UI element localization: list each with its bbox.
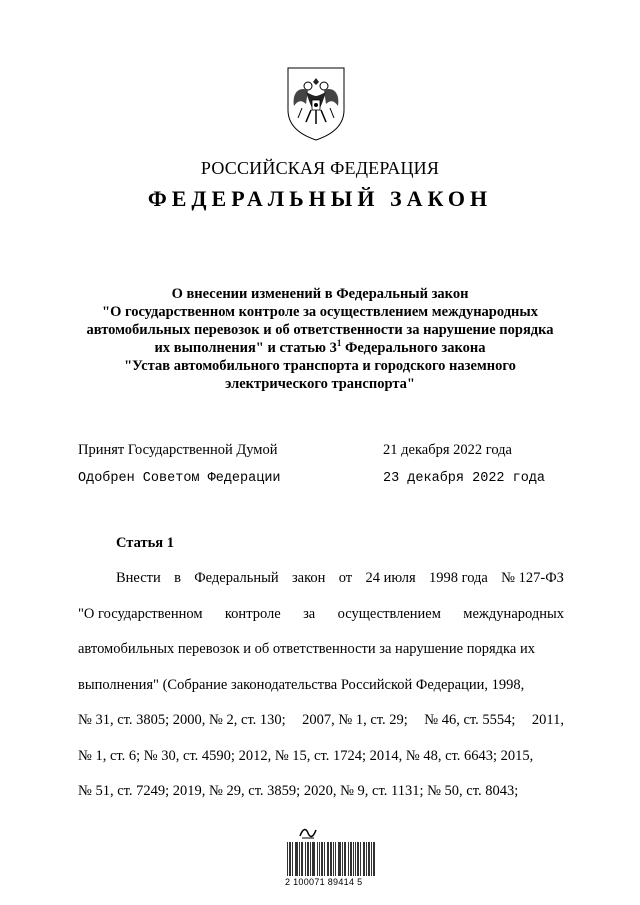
barcode-bar <box>301 842 302 876</box>
article-text: "О государственном <box>78 605 203 622</box>
title-line: О внесении изменений в Федеральный закон <box>171 286 469 302</box>
barcode-bar <box>299 842 300 876</box>
barcode-bar <box>289 842 290 876</box>
article-text: 1998 года <box>429 570 488 586</box>
article-text: № 31, ст. 3805; 2000, № 2, ст. 130; <box>78 712 286 728</box>
barcode-bar <box>333 842 334 876</box>
article-line <box>78 668 564 704</box>
barcode-bar <box>319 842 320 876</box>
article-text: в <box>174 570 181 586</box>
barcode-bar <box>340 842 341 876</box>
article-text: № 127-ФЗ <box>501 570 564 586</box>
article-text: Внести <box>116 570 161 586</box>
barcode-bar <box>317 842 318 876</box>
article-text: осуществлением <box>337 605 441 622</box>
superscript: 1 <box>336 338 342 349</box>
article-text: закон <box>291 570 326 586</box>
article-text: от <box>338 570 353 586</box>
article-text: автомобильных перевозок и об ответственности за нарушение порядка их <box>78 641 535 657</box>
barcode-bar <box>290 842 291 876</box>
title-line: "О государственном контроле за осуществлением международных <box>102 304 538 320</box>
article-text: 24 июля <box>365 570 416 586</box>
barcode-number: 2 100071 89414 5 <box>285 877 363 887</box>
barcode-block <box>284 826 384 887</box>
article-text: выполнения" (Собрание законодательства Российской Федерации, 1998, <box>78 676 525 693</box>
law-title <box>60 285 580 393</box>
barcode-bar <box>307 842 308 876</box>
barcode-bar <box>369 842 370 876</box>
barcode-bar <box>373 842 374 876</box>
article-body <box>78 561 564 810</box>
barcode-bar <box>321 842 322 876</box>
article-text: № 46, ст. 5554; <box>424 712 516 728</box>
article-text: Федеральный <box>194 570 279 586</box>
barcode-bar <box>308 842 309 876</box>
article-text: за <box>303 605 316 622</box>
barcode-bar <box>330 842 331 876</box>
coat-of-arms-emblem <box>284 64 348 142</box>
barcode-bar <box>358 842 359 876</box>
barcode-bar <box>360 842 361 876</box>
barcode-bar <box>368 842 369 876</box>
article-line <box>78 774 564 810</box>
barcode-bar <box>348 842 349 876</box>
barcode-bar <box>339 842 340 876</box>
article-text: № 1, ст. 6; № 30, ст. 4590; 2012, № 15, ст. 1724; 2014, № 48, ст. 6643; 2015, <box>78 747 534 764</box>
barcode-bar <box>292 842 293 876</box>
barcode-bar <box>302 842 303 876</box>
barcode-bar <box>312 842 313 876</box>
barcode-bar <box>342 842 343 876</box>
barcode-bar <box>335 842 336 876</box>
title-line: их выполнения" и статью $3^1$ Федерального закона <box>154 338 486 356</box>
barcode-bar <box>345 842 346 876</box>
article-line <box>78 703 564 739</box>
article-line <box>78 597 564 633</box>
barcode-bar <box>310 842 311 876</box>
barcode-bar <box>364 842 365 876</box>
country-name: РОССИЙСКАЯ ФЕДЕРАЦИЯ <box>200 158 440 178</box>
duma-label: Принят Государственной Думой <box>78 442 278 458</box>
barcode-bar <box>327 842 328 876</box>
title-line: электрического транспорта" <box>225 376 415 392</box>
barcode-bar <box>371 842 372 876</box>
council-date: 23 декабря 2022 года <box>383 471 546 486</box>
article-line <box>78 739 564 775</box>
article-text: № 51, ст. 7249; 2019, № 29, ст. 3859; 2020, № 9, ст. 1131; № 50, ст. 8043; <box>78 783 519 799</box>
title-line: "Устав автомобильного транспорта и городского наземного <box>124 358 516 374</box>
barcode-bar <box>353 842 354 876</box>
barcode-bar <box>366 842 367 876</box>
barcode-bar <box>351 842 352 876</box>
barcode-bar <box>287 842 288 876</box>
barcode-bar <box>338 842 339 876</box>
barcode-bar <box>322 842 323 876</box>
duma-date: 21 декабря 2022 года <box>383 442 512 458</box>
article-text: международных <box>463 605 564 622</box>
barcode-bar <box>363 842 364 876</box>
barcode-bar <box>331 842 332 876</box>
article-line <box>78 561 564 597</box>
barcode-bar <box>296 842 297 876</box>
document-type: ФЕДЕРАЛЬНЫЙ ЗАКОН <box>147 186 493 211</box>
article-heading: Статья 1 <box>116 535 174 551</box>
title-line: автомобильных перевозок и об ответственности за нарушение порядка <box>86 322 554 338</box>
article-line <box>78 632 564 668</box>
barcode-bar <box>328 842 329 876</box>
article-text: контроле <box>224 605 281 622</box>
barcode-bar <box>314 842 315 876</box>
barcode-bar <box>350 842 351 876</box>
barcode-bar <box>355 842 356 876</box>
barcode <box>287 842 377 876</box>
barcode-bar <box>297 842 298 876</box>
stamp-mark-icon <box>298 826 318 840</box>
barcode-bar <box>374 842 375 876</box>
barcode-bar <box>357 842 358 876</box>
barcode-bar <box>305 842 306 876</box>
barcode-bar <box>344 842 345 876</box>
barcode-bar <box>313 842 314 876</box>
article-text: 2007, № 1, ст. 29; <box>302 712 408 728</box>
article-text: 2011, <box>531 712 564 728</box>
barcode-bar <box>295 842 296 876</box>
council-label: Одобрен Советом Федерации <box>78 471 281 486</box>
barcode-bar <box>324 842 325 876</box>
